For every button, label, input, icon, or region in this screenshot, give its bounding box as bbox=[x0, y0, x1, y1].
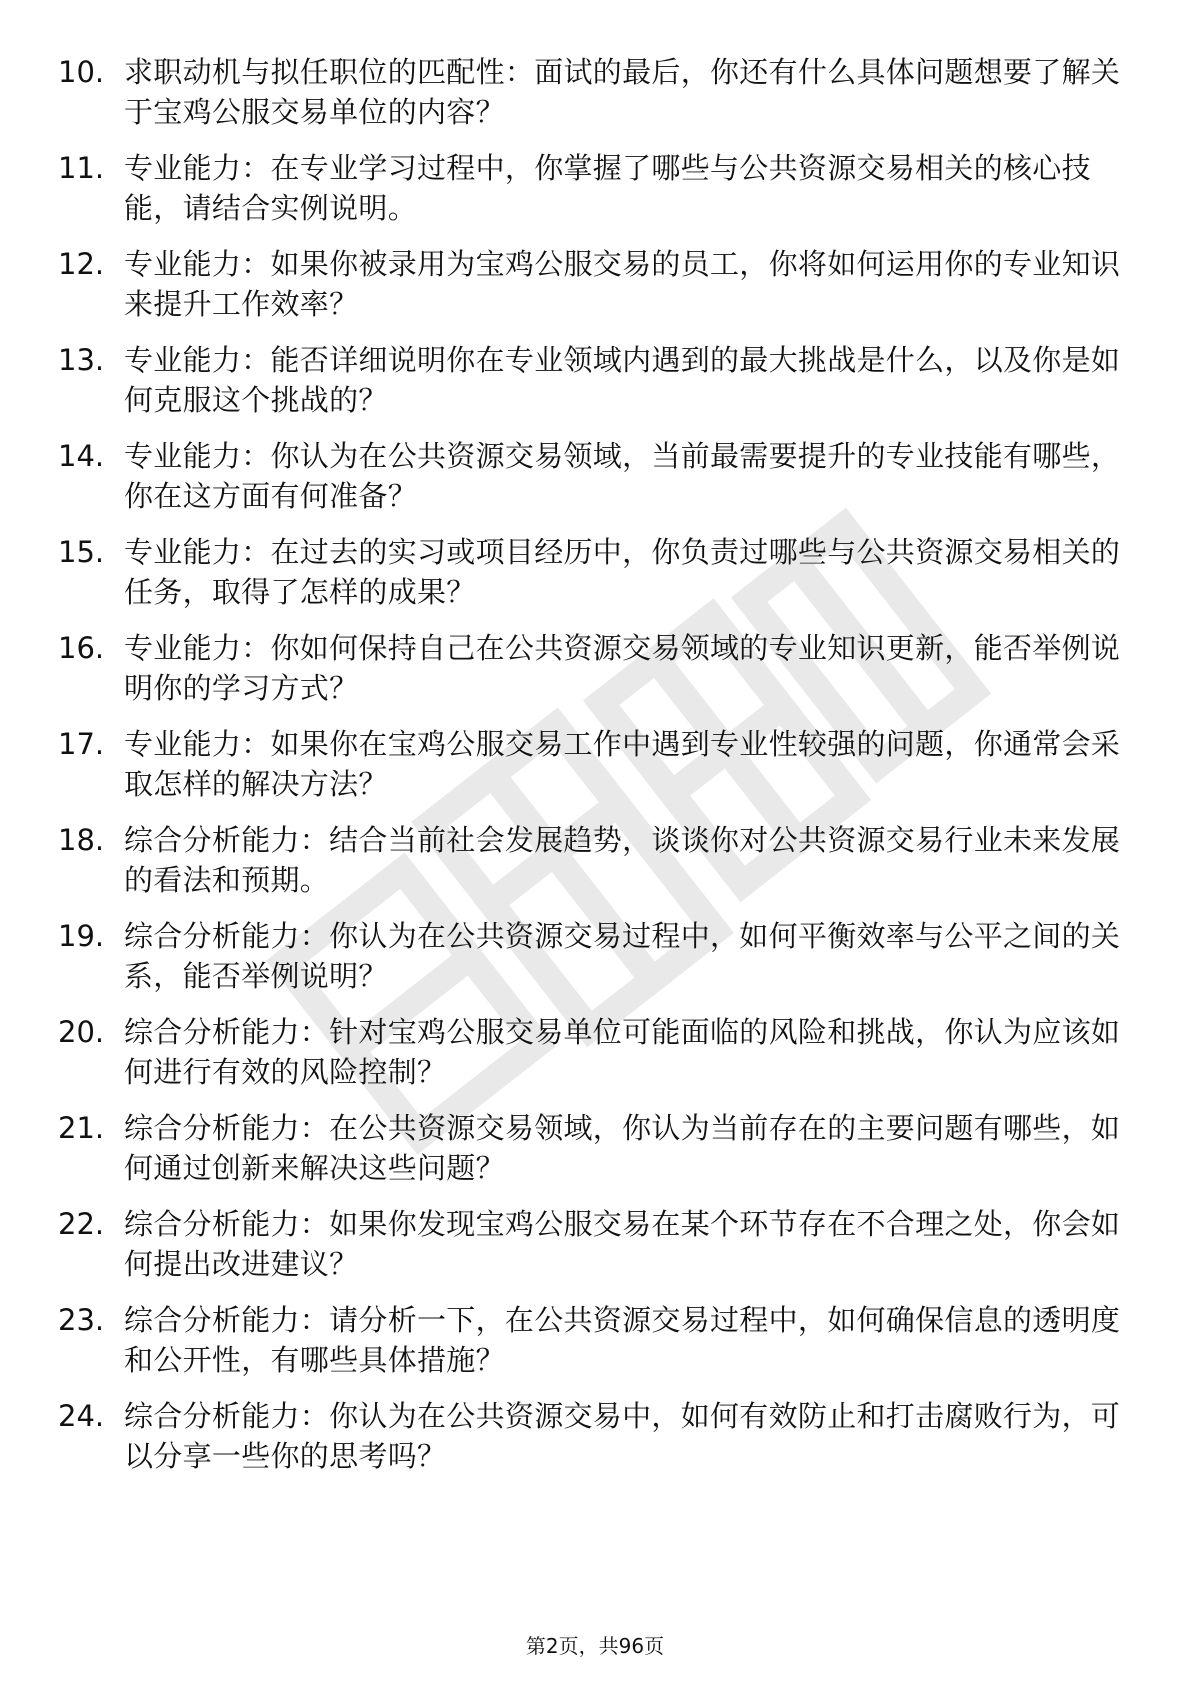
question-text: 综合分析能力：如果你发现宝鸡公服交易在某个环节存在不合理之处，你会如何提出改进建议？ bbox=[124, 1207, 1121, 1281]
question-text: 综合分析能力：结合当前社会发展趋势，谈谈你对公共资源交易行业未来发展的看法和预期。 bbox=[124, 823, 1121, 897]
question-item bbox=[58, 340, 1128, 420]
question-item bbox=[58, 1204, 1128, 1284]
question-text: 综合分析能力：在公共资源交易领域，你认为当前存在的主要问题有哪些，如何通过创新来解决这些问题？ bbox=[124, 1111, 1121, 1185]
question-number: 19. bbox=[58, 919, 105, 953]
question-item bbox=[58, 724, 1128, 804]
page-footer bbox=[0, 1630, 1190, 1659]
question-item bbox=[58, 820, 1128, 900]
question-text: 专业能力：你如何保持自己在公共资源交易领域的专业知识更新，能否举例说明你的学习方式？ bbox=[124, 631, 1121, 705]
question-item bbox=[58, 532, 1128, 612]
question-item bbox=[58, 244, 1128, 324]
question-text: 求职动机与拟任职位的匹配性：面试的最后，你还有什么具体问题想要了解关于宝鸡公服交易单位的内容？ bbox=[124, 55, 1121, 129]
question-number: 24. bbox=[58, 1399, 105, 1433]
question-number: 17. bbox=[58, 727, 105, 761]
question-text: 专业能力：在专业学习过程中，你掌握了哪些与公共资源交易相关的核心技能，请结合实例说明。 bbox=[124, 151, 1091, 225]
question-number: 18. bbox=[58, 823, 105, 857]
question-number: 10. bbox=[58, 55, 105, 89]
question-number: 21. bbox=[58, 1111, 105, 1145]
question-text: 专业能力：你认为在公共资源交易领域，当前最需要提升的专业技能有哪些，你在这方面有何准备？ bbox=[124, 439, 1121, 513]
question-number: 22. bbox=[58, 1207, 105, 1241]
question-item bbox=[58, 1012, 1128, 1092]
question-text: 综合分析能力：针对宝鸡公服交易单位可能面临的风险和挑战，你认为应该如何进行有效的风险控制？ bbox=[124, 1015, 1121, 1089]
question-text: 综合分析能力：请分析一下，在公共资源交易过程中，如何确保信息的透明度和公开性，有哪些具体措施？ bbox=[124, 1303, 1121, 1377]
question-number: 20. bbox=[58, 1015, 105, 1049]
question-item bbox=[58, 628, 1128, 708]
question-item bbox=[58, 148, 1128, 228]
question-item bbox=[58, 436, 1128, 516]
question-number: 15. bbox=[58, 535, 105, 569]
page-number-label: 第2页，共96页 bbox=[525, 1634, 665, 1658]
question-list bbox=[58, 52, 1128, 1492]
question-number: 11. bbox=[58, 151, 105, 185]
question-text: 综合分析能力：你认为在公共资源交易中，如何有效防止和打击腐败行为，可以分享一些你的思考吗？ bbox=[124, 1399, 1121, 1473]
question-text: 专业能力：如果你在宝鸡公服交易工作中遇到专业性较强的问题，你通常会采取怎样的解决方法？ bbox=[124, 727, 1121, 801]
question-text: 专业能力：在过去的实习或项目经历中，你负责过哪些与公共资源交易相关的任务，取得了怎样的成果？ bbox=[124, 535, 1121, 609]
question-number: 23. bbox=[58, 1303, 105, 1337]
question-text: 综合分析能力：你认为在公共资源交易过程中，如何平衡效率与公平之间的关系，能否举例说明？ bbox=[124, 919, 1121, 993]
question-item bbox=[58, 916, 1128, 996]
question-number: 14. bbox=[58, 439, 105, 473]
question-text: 专业能力：如果你被录用为宝鸡公服交易的员工，你将如何运用你的专业知识来提升工作效率？ bbox=[124, 247, 1121, 321]
question-number: 13. bbox=[58, 343, 105, 377]
question-text: 专业能力：能否详细说明你在专业领域内遇到的最大挑战是什么，以及你是如何克服这个挑战的？ bbox=[124, 343, 1121, 417]
question-item bbox=[58, 1396, 1128, 1476]
question-number: 16. bbox=[58, 631, 105, 665]
question-item bbox=[58, 52, 1128, 132]
question-number: 12. bbox=[58, 247, 105, 281]
question-item bbox=[58, 1108, 1128, 1188]
question-item bbox=[58, 1300, 1128, 1380]
